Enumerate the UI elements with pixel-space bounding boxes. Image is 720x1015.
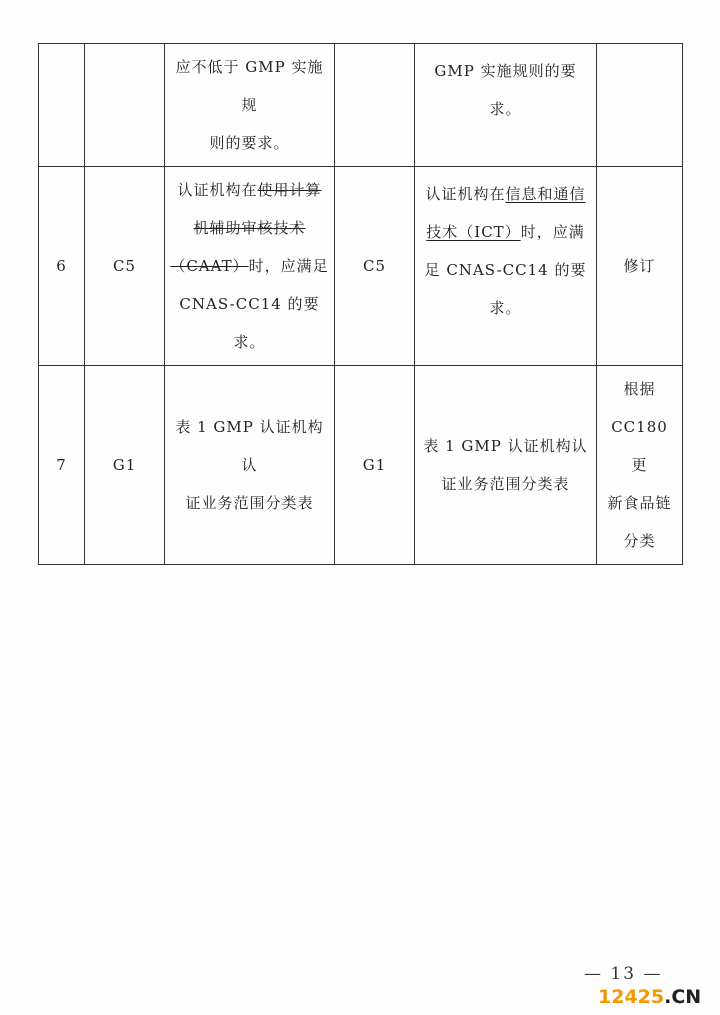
cell-original-text: 认证机构在使用计算 机辅助审核技术 （CAAT）时，应满足 CNAS-CC14 的要求。 <box>165 167 335 366</box>
cell-remark: 修订 <box>597 167 683 366</box>
cell-revised-clause-empty <box>335 44 415 167</box>
cell-clause: G1 <box>85 366 165 565</box>
table-row-continued <box>39 44 683 167</box>
deleted-text: （CAAT） <box>170 257 249 275</box>
cell-revised-text: 认证机构在信息和通信 技术（ICT）时，应满 足 CNAS-CC14 的要求。 <box>415 167 597 366</box>
table-row-7 <box>39 366 683 565</box>
cell-clause-empty <box>85 44 165 167</box>
page-number: — 13 — <box>584 964 663 984</box>
cell-revised-text: 表 1 GMP 认证机构认 证业务范围分类表 <box>415 366 597 565</box>
cell-no: 7 <box>39 366 85 565</box>
cell-original-text: 应不低于 GMP 实施规 则的要求。 <box>165 44 335 167</box>
cell-no: 6 <box>39 167 85 366</box>
site-watermark-logo: 12425.CN <box>598 986 702 1008</box>
revision-table <box>38 43 683 565</box>
cell-revised-clause: G1 <box>335 366 415 565</box>
cell-remark: 根据 CC180 更 新食品链 分类 <box>597 366 683 565</box>
cell-revised-text: GMP 实施规则的要求。 <box>415 44 597 167</box>
deleted-text: 机辅助审核技术 <box>193 219 306 237</box>
table-row-6 <box>39 167 683 366</box>
deleted-text: 使用计算 <box>257 181 322 199</box>
cell-revised-clause: C5 <box>335 167 415 366</box>
inserted-text: 技术（ICT） <box>426 223 521 241</box>
cell-clause: C5 <box>85 167 165 366</box>
inserted-text: 信息和通信 <box>505 185 586 203</box>
cell-remark-empty <box>597 44 683 167</box>
cell-original-text: 表 1 GMP 认证机构认 证业务范围分类表 <box>165 366 335 565</box>
cell-no-empty <box>39 44 85 167</box>
